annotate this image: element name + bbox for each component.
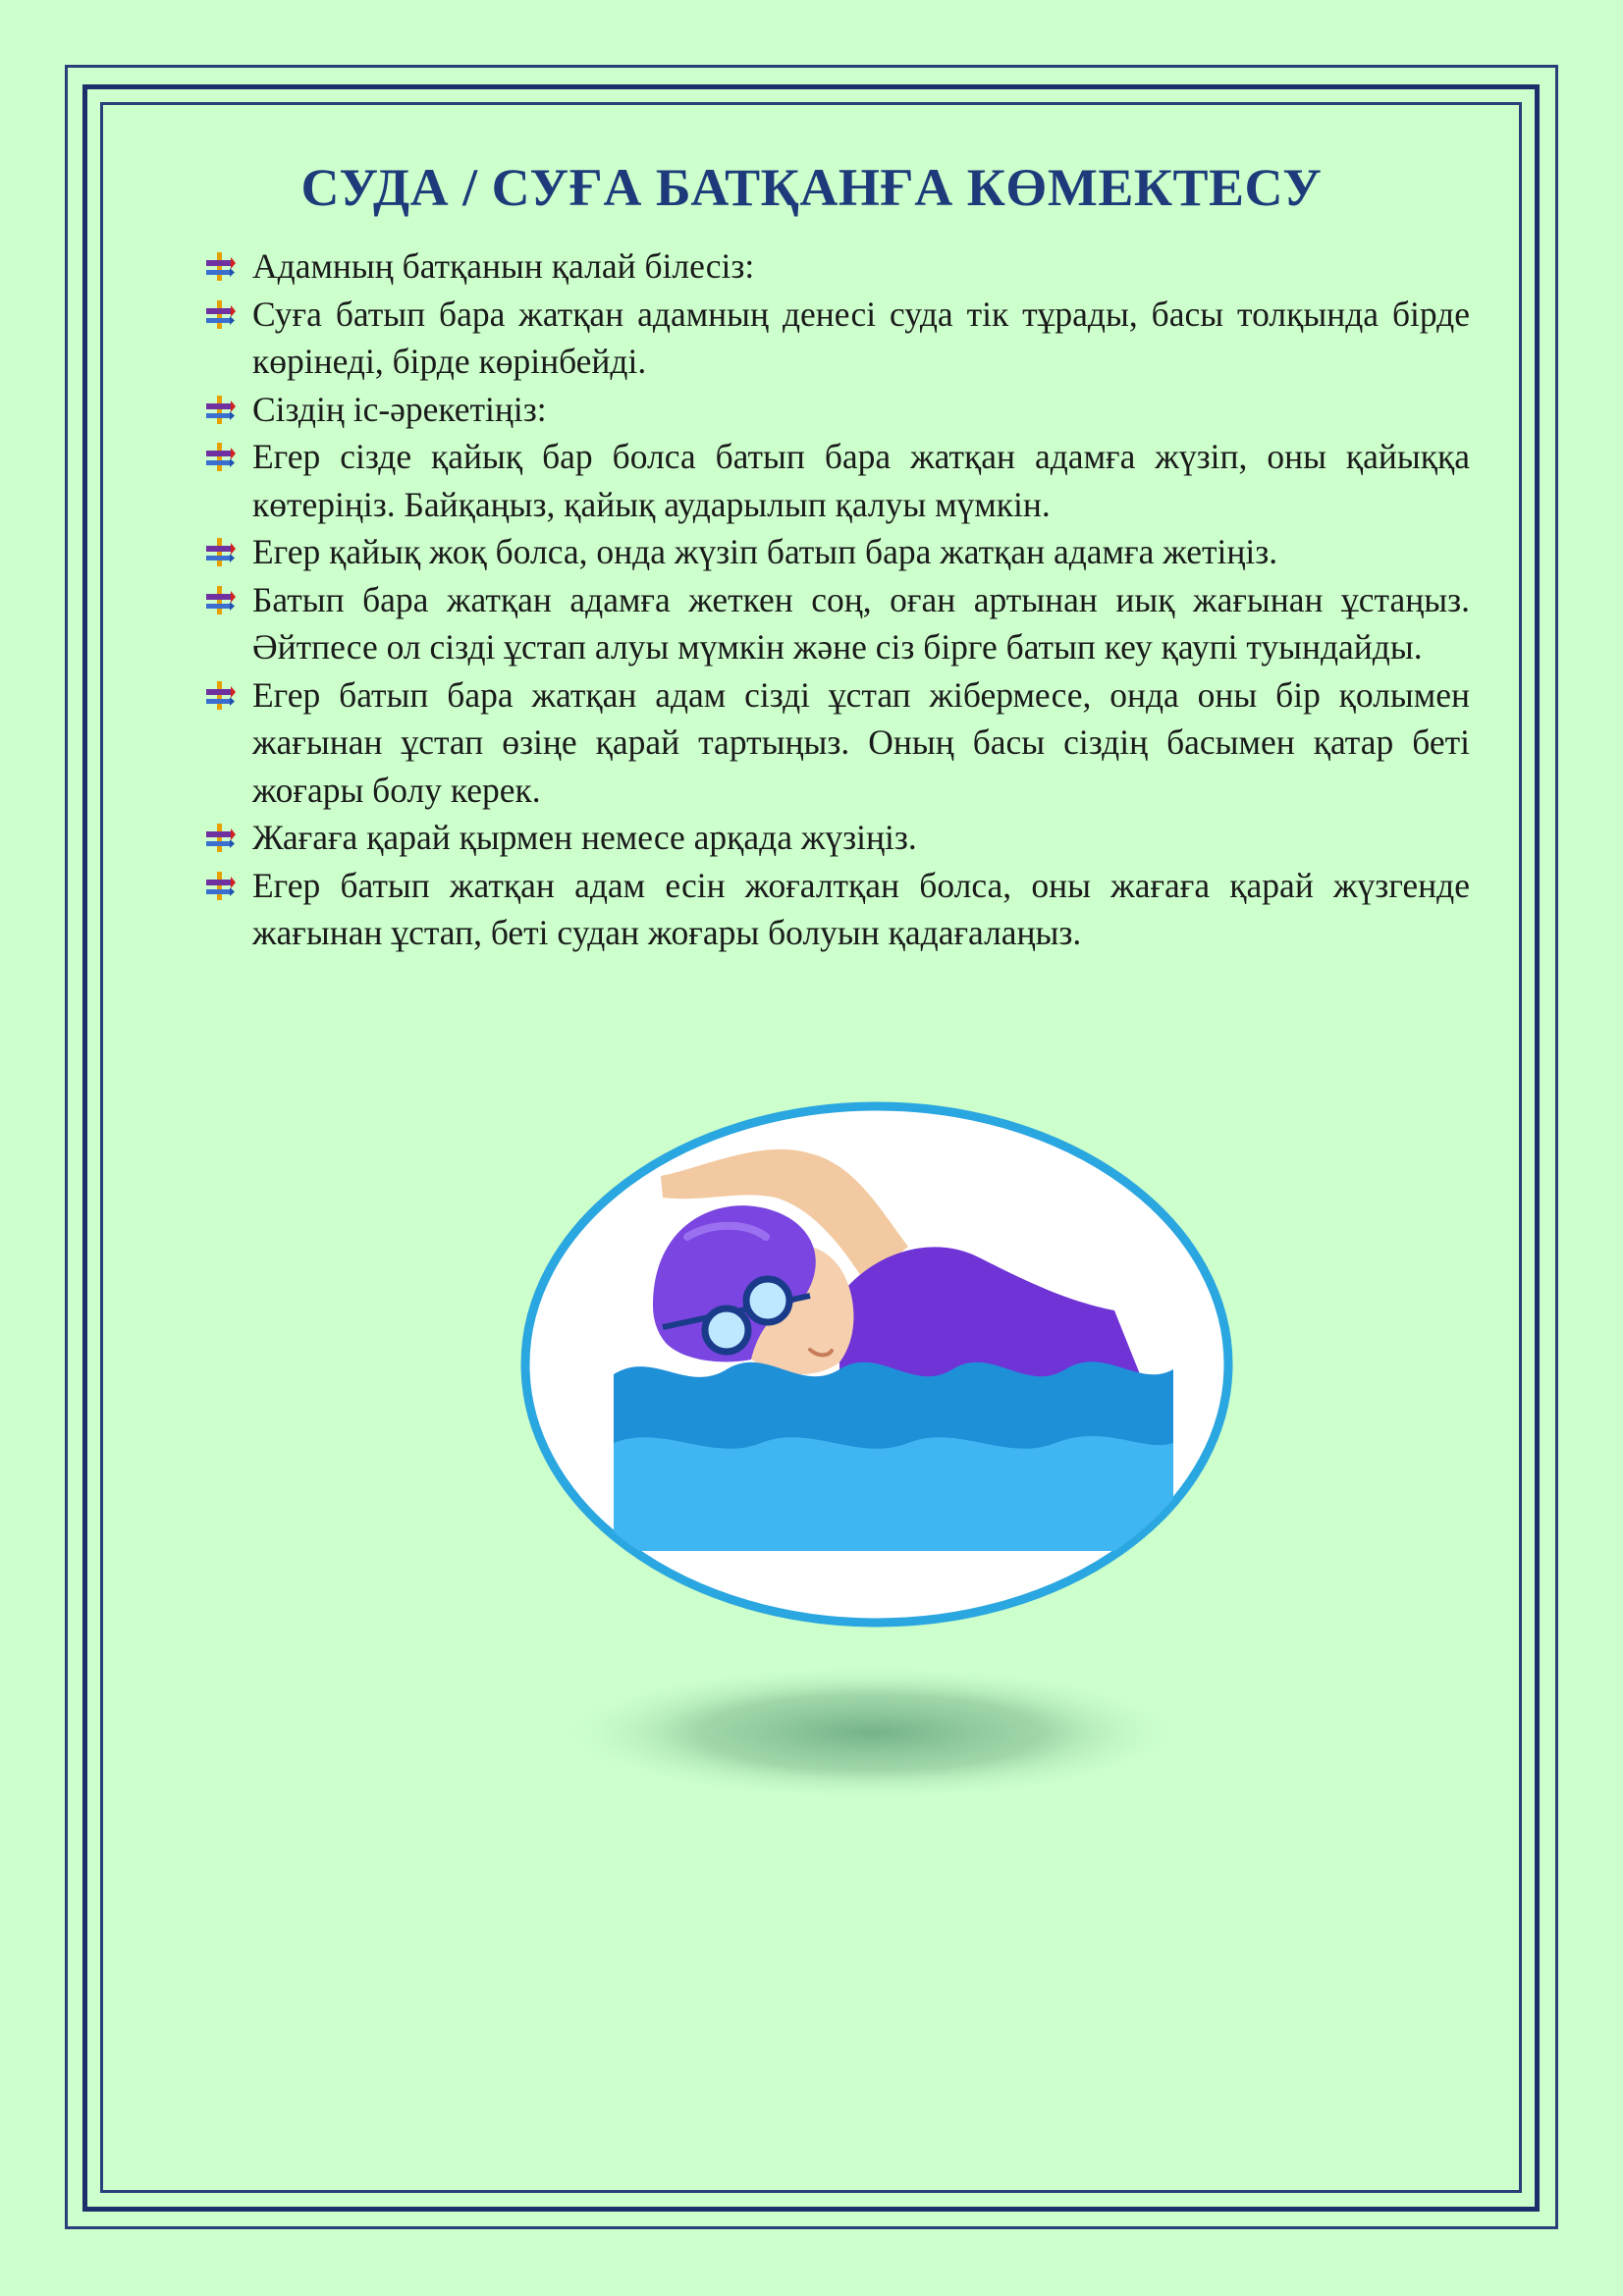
list-item-text: Адамның батқанын қалай білесіз: [252,246,755,286]
list-item-text: Сіздің іс-әрекетіңіз: [252,389,547,429]
shadow [557,1664,1185,1801]
list-item [201,242,1470,291]
arrow-bullet-icon [205,395,237,426]
list-item [201,433,1470,528]
list-item-text: Суға батып бара жатқан адамның денесі суда тік тұрады, басы толқында бірде көрінеді, бірде көрінбейді. [252,294,1470,381]
list-item [201,671,1470,815]
arrow-bullet-icon [205,299,237,331]
swimmer-illustration [515,1099,1237,1806]
list-item-text: Егер сізде қайық бар болса батып бара жатқан адамға жүзіп, оны қайыққа көтеріңіз. Байқаңыз, қайық аударылып қалуы мүмкін. [252,437,1470,524]
arrow-bullet-icon [205,442,237,473]
page-title: СУДА / СУҒА БАТҚАНҒА КӨМЕКТЕСУ [300,158,1323,217]
arrow-bullet-icon [205,680,237,712]
list-item [201,291,1470,386]
list-item [201,862,1470,957]
list-item [201,814,1470,862]
arrow-bullet-icon [205,585,237,616]
arrow-bullet-icon [205,871,237,902]
list-item-text: Батып бара жатқан адамға жеткен соң, оған артынан иық жағынан ұстаңыз. Әйтпесе ол сізді ұстап алуы мүмкін және сіз бірге батып кеу қаупі туындайды. [252,579,1470,667]
arrow-bullet-icon [205,251,237,283]
list-item-text: Егер батып жатқан адам есін жоғалтқан болса, оны жағаға қарай жүзгенде жағынан ұстап, беті судан жоғары болуын қадағалаңыз. [252,865,1470,952]
goggle-lens [705,1308,748,1352]
arrow-bullet-icon [205,537,237,568]
arrow-bullet-icon [205,823,237,854]
list-item [201,528,1470,576]
list-item-text: Егер қайық жоқ болса, онда жүзіп батып бара жатқан адамға жетіңіз. [252,532,1278,571]
list-item [201,576,1470,671]
instruction-list [201,242,1470,957]
list-item-text: Егер батып бара жатқан адам сізді ұстап жібермесе, онда оны бір қолымен жағынан ұстап өзіңе қарай тартыңыз. Оның басы сіздің басымен қатар беті жоғары болу керек. [252,674,1470,810]
goggle-lens [746,1279,789,1322]
list-item-text: Жағаға қарай қырмен немесе арқада жүзіңіз. [252,818,917,857]
list-item [201,386,1470,434]
